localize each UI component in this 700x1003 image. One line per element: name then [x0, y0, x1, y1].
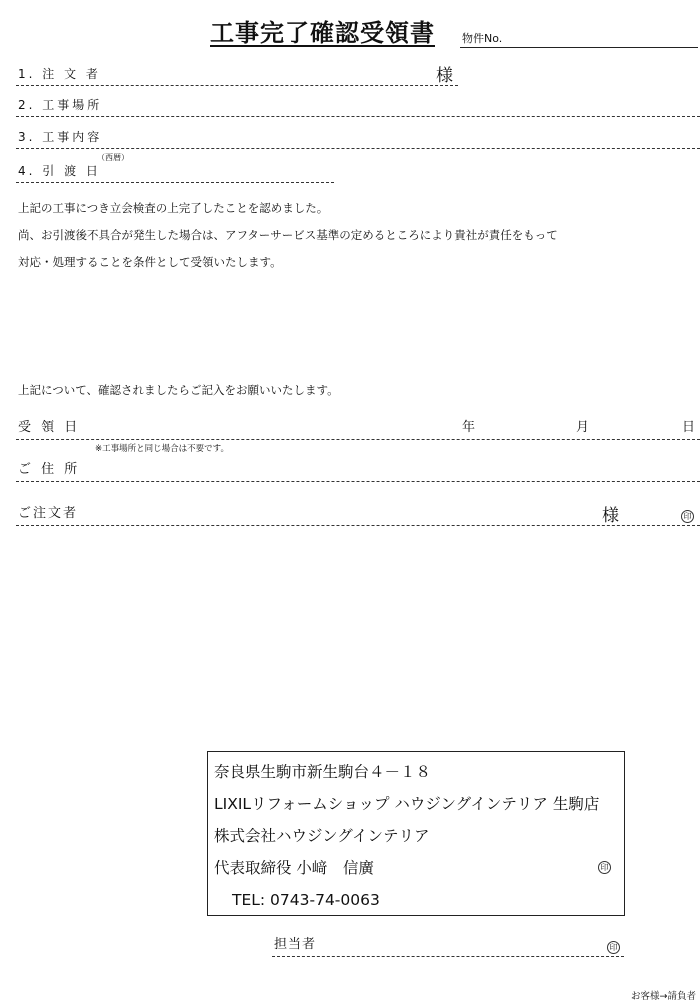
receipt-day: 日 — [682, 420, 696, 435]
field-handover-label: 4. 引 渡 日 — [18, 164, 101, 178]
seal-icon: 印 — [681, 510, 694, 523]
terms-line-2: 尚、お引渡後不具合が発生した場合は、アフターサービス基準の定めるところにより貴社が責任をもって — [18, 228, 558, 242]
field-orderer-suffix: 様 — [436, 66, 453, 86]
staff-seal-icon: 印 — [607, 941, 620, 954]
property-number-field[interactable] — [460, 32, 698, 48]
company-name: 株式会社ハウジングインテリア — [214, 827, 430, 845]
document-title: 工事完了確認受領書 — [210, 19, 435, 47]
field-orderer-label: 1. 注 文 者 — [18, 67, 101, 81]
customer-orderer-label: ご注文者 — [18, 506, 79, 521]
field-site-label: 2. 工事場所 — [18, 98, 103, 112]
field-receipt-date[interactable] — [16, 420, 700, 440]
customer-address-label: ご 住 所 — [18, 462, 81, 477]
company-tel: TEL: 0743-74-0063 — [232, 891, 380, 909]
field-content[interactable] — [16, 129, 700, 149]
field-customer-address[interactable] — [16, 462, 700, 482]
terms-line-3: 対応・処理することを条件として受領いたします。 — [18, 255, 282, 269]
field-content-label: 3. 工事内容 — [18, 130, 103, 144]
receipt-month: 月 — [576, 420, 590, 435]
field-staff[interactable] — [272, 937, 624, 957]
copy-routing-note: お客様→請負者 — [631, 991, 696, 1002]
field-site[interactable] — [16, 97, 700, 117]
receipt-note: ※工事場所と同じ場合は不要です。 — [95, 444, 229, 454]
staff-label: 担当者 — [274, 937, 317, 952]
terms-paragraph — [18, 195, 558, 276]
field-handover-note: （西暦） — [97, 153, 129, 162]
receipt-date-label: 受 領 日 — [18, 420, 81, 435]
company-store: LIXILリフォームショップ ハウジングインテリア 生駒店 — [214, 795, 600, 813]
property-number-label: 物件No. — [462, 32, 503, 45]
company-seal-icon: 印 — [598, 861, 611, 874]
receipt-year: 年 — [462, 420, 476, 435]
customer-orderer-suffix: 様 — [602, 506, 619, 526]
field-customer-orderer[interactable] — [16, 506, 700, 526]
field-handover-date[interactable] — [16, 163, 334, 183]
company-representative: 代表取締役 小﨑 信廣 — [214, 859, 374, 877]
field-orderer[interactable] — [16, 66, 458, 86]
company-representative-row — [214, 852, 618, 884]
company-info-box — [207, 751, 625, 916]
terms-line-1: 上記の工事につき立会検査の上完了したことを認めました。 — [18, 201, 329, 215]
request-text: 上記について、確認されましたらご記入をお願いいたします。 — [18, 383, 339, 397]
company-address: 奈良県生駒市新生駒台４－１８ — [214, 763, 432, 781]
